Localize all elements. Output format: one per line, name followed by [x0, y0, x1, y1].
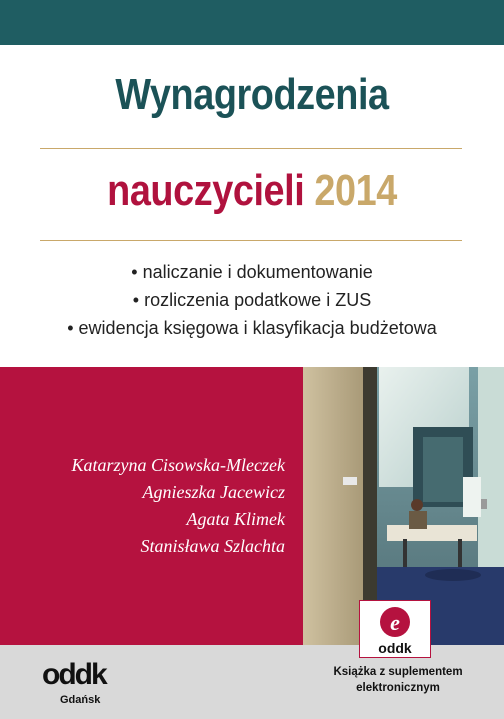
title-line-1: Wynagrodzenia	[115, 70, 389, 119]
title-line-2	[35, 166, 468, 216]
top-band	[0, 0, 504, 45]
title-word-teachers: nauczycieli	[107, 166, 305, 215]
author-name: Stanisława Szlachta	[140, 536, 285, 556]
topic-item: • naliczanie i dokumentowanie	[0, 258, 504, 286]
svg-text:oddk: oddk	[378, 640, 412, 656]
author-name: Agata Klimek	[186, 509, 285, 529]
topics-list	[0, 258, 504, 342]
title-rule-top	[40, 148, 462, 149]
topic-item: • ewidencja księgowa i klasyfikacja budżetowa	[0, 314, 504, 342]
publisher-logo: oddk	[42, 658, 106, 691]
supplement-caption	[328, 664, 468, 696]
title-year: 2014	[314, 166, 397, 215]
author-name: Agnieszka Jacewicz	[142, 482, 285, 502]
author-name: Katarzyna Cisowska-Mleczek	[71, 455, 285, 475]
supplement-line-2: elektronicznym	[356, 682, 440, 694]
supplement-line-1: Książka z suplementem	[333, 666, 463, 678]
authors-list	[0, 452, 285, 560]
topic-item: • rozliczenia podatkowe i ZUS	[0, 286, 504, 314]
svg-text:e: e	[390, 610, 400, 635]
publisher-city: Gdańsk	[60, 694, 101, 706]
title-rule-bottom	[40, 240, 462, 241]
e-supplement-badge-icon	[359, 600, 431, 658]
